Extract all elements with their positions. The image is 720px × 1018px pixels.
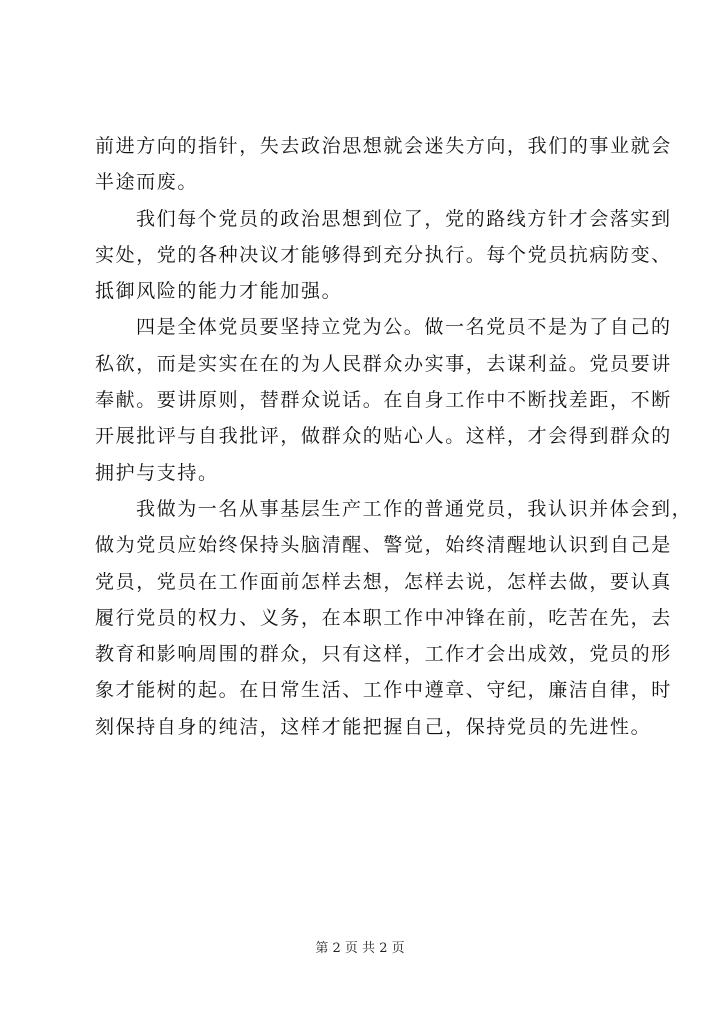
text-line: 私欲，而是实实在在的为人民群众办实事，去谋利益。党员要讲 xyxy=(95,352,672,375)
body-text xyxy=(95,128,693,745)
text-line: 教育和影响周围的群众，只有这样，工作才会出成效，党员的形 xyxy=(95,643,672,666)
paragraph-start-line: 我做为一名从事基层生产工作的普通党员，我认识并体会到， xyxy=(136,497,693,520)
paragraph-start-line: 四是全体党员要坚持立党为公。做一名党员不是为了自己的 xyxy=(136,316,672,339)
text-line: 刻保持自身的纯洁，这样才能把握自己，保持党员的先进性。 xyxy=(95,715,652,738)
text-line: 奉献。要讲原则，替群众说话。在自身工作中不断找差距，不断 xyxy=(95,389,672,412)
text-line: 开展批评与自我批评，做群众的贴心人。这样，才会得到群众的 xyxy=(95,425,672,448)
text-line: 抵御风险的能力才能加强。 xyxy=(95,280,343,303)
paragraph-start-line: 我们每个党员的政治思想到位了，党的路线方针才会落实到 xyxy=(136,207,672,230)
text-line: 拥护与支持。 xyxy=(95,461,219,484)
text-line: 做为党员应始终保持头脑清醒、警觉，始终清醒地认识到自己是 xyxy=(95,534,672,557)
text-line: 象才能树的起。在日常生活、工作中遵章、守纪，廉洁自律，时 xyxy=(95,679,672,702)
page-number-footer: 第 2 页 共 2 页 xyxy=(315,941,405,956)
text-line: 实处，党的各种决议才能够得到充分执行。每个党员抗病防变、 xyxy=(95,243,672,266)
text-line: 前进方向的指针，失去政治思想就会迷失方向，我们的事业就会 xyxy=(95,135,672,157)
text-line: 履行党员的权力、义务，在本职工作中冲锋在前，吃苦在先，去 xyxy=(95,606,672,629)
text-line: 党员，党员在工作面前怎样去想，怎样去说，怎样去做，要认真 xyxy=(95,570,672,593)
text-line: 半途而废。 xyxy=(95,171,199,194)
